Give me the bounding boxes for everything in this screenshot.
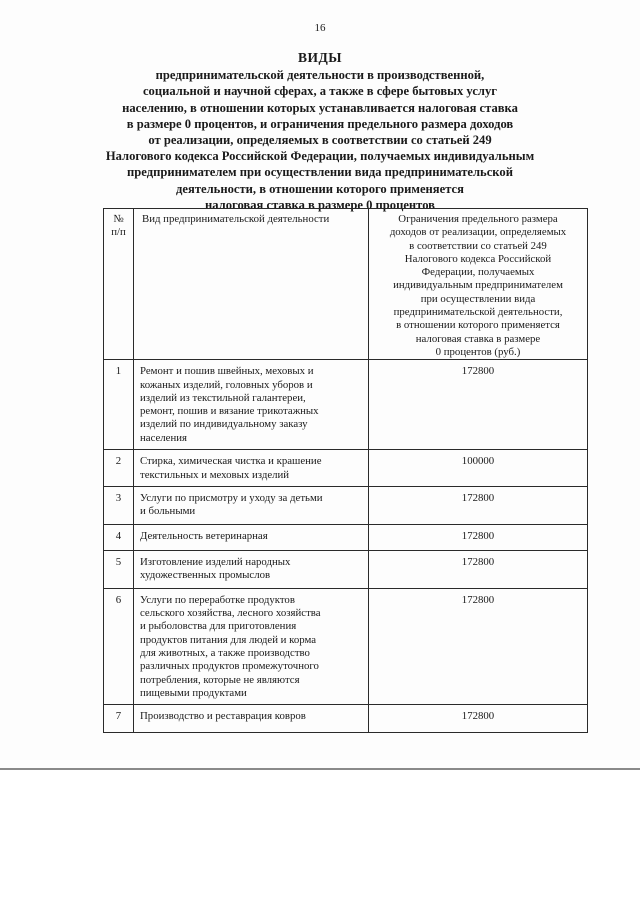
row-activity-kind: Деятельность ветеринарная <box>134 524 369 550</box>
row-activity-kind: Производство и реставрация ковров <box>134 705 369 733</box>
row-number: 3 <box>104 486 134 524</box>
header-activity-kind: Вид предпринимательской деятельности <box>134 209 369 360</box>
heading-line: от реализации, определяемых в соответствии со статьей 249 <box>148 133 492 148</box>
table-row <box>104 450 588 487</box>
row-number: 6 <box>104 588 134 704</box>
row-activity-kind: Услуги по переработке продуктов сельского хозяйства, лесного хозяйства и рыболовства для приготовления продуктов питания для людей и корма для животных, а также производство различных продуктов промежуточного потребления, которые не являются пищевыми продуктами <box>134 588 369 704</box>
header-income-limit: Ограничения предельного размера доходов от реализации, определяемых в соответствии со статьей 249 Налогового кодекса Российской Федерации, получаемых индивидуальным предпринимателем при осуществлении вида предпринимательской деятельности, в отношении которого применяется налоговая ставка в размере 0 процентов (руб.) <box>369 209 588 360</box>
row-number: 2 <box>104 450 134 487</box>
page-number: 16 <box>314 22 326 34</box>
table-row <box>104 705 588 733</box>
row-activity-kind: Ремонт и пошив швейных, меховых и кожаных изделий, головных уборов и изделий из текстильной галантереи, ремонт, пошив и вязание трикотажных изделий по индивидуальному заказу населения <box>134 360 369 450</box>
table-row <box>104 550 588 588</box>
row-income-limit: 172800 <box>369 550 588 588</box>
row-number: 7 <box>104 705 134 733</box>
heading-line: налоговая ставка в размере 0 процентов <box>205 197 435 212</box>
heading-line: в размере 0 процентов, и ограничения предельного размера доходов <box>126 116 514 131</box>
row-income-limit: 172800 <box>369 705 588 733</box>
row-income-limit: 100000 <box>369 450 588 487</box>
heading-line: деятельности, в отношении которого применяется <box>176 181 464 196</box>
row-number: 4 <box>104 524 134 550</box>
heading-line: социальной и научной сферах, а также в сфере бытовых услуг <box>142 84 498 99</box>
table-header-row <box>104 209 588 360</box>
activities-table <box>103 208 588 733</box>
row-activity-kind: Стирка, химическая чистка и крашение текстильных и меховых изделий <box>134 450 369 487</box>
row-activity-kind: Изготовление изделий народных художественных промыслов <box>134 550 369 588</box>
document-heading <box>60 50 580 213</box>
row-income-limit: 172800 <box>369 588 588 704</box>
table-row <box>104 486 588 524</box>
heading-line: предпринимательской деятельности в производственной, <box>155 68 485 83</box>
table-row <box>104 588 588 704</box>
heading-title: ВИДЫ <box>297 50 343 65</box>
header-number: № п/п <box>104 209 134 360</box>
heading-line: населению, в отношении которых устанавливается налоговая ставка <box>122 100 518 115</box>
row-activity-kind: Услуги по присмотру и уходу за детьми и больными <box>134 486 369 524</box>
table-row <box>104 360 588 450</box>
row-income-limit: 172800 <box>369 486 588 524</box>
row-number: 5 <box>104 550 134 588</box>
heading-line: предпринимателем при осуществлении вида предпринимательской <box>127 165 513 180</box>
heading-line: Налогового кодекса Российской Федерации, получаемых индивидуальным <box>105 149 535 164</box>
table-row <box>104 524 588 550</box>
row-income-limit: 172800 <box>369 524 588 550</box>
row-number: 1 <box>104 360 134 450</box>
row-income-limit: 172800 <box>369 360 588 450</box>
